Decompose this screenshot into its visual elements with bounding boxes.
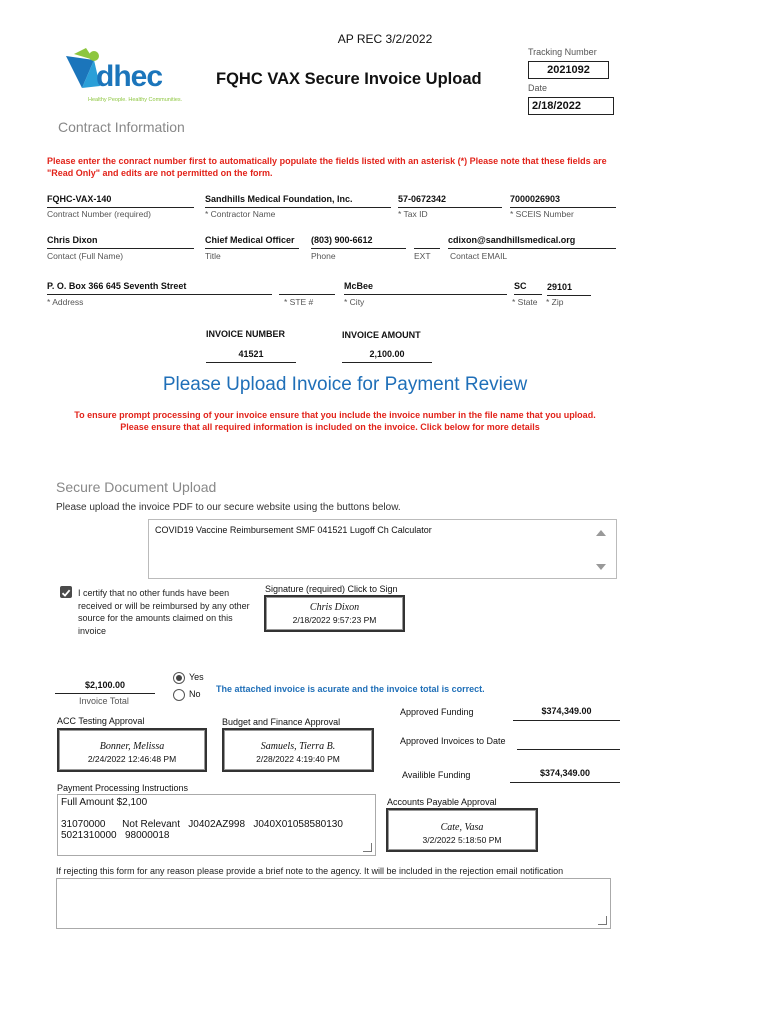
acc-approver-name: Bonner, Melissa bbox=[99, 741, 165, 752]
signature-label: Signature (required) Click to Sign bbox=[265, 584, 398, 594]
uploaded-file-name[interactable]: COVID19 Vaccine Reimbursement SMF 041521 Lugoff Ch Calculator bbox=[155, 525, 432, 535]
tracking-number-label: Tracking Number bbox=[528, 47, 597, 57]
accounts-payable-label: Accounts Payable Approval bbox=[387, 797, 497, 807]
upload-notice-line2: Please ensure that all required information is included on the invoice. Click below for more details bbox=[120, 422, 540, 432]
tracking-number-field[interactable]: 2021092 bbox=[528, 61, 609, 79]
sceis-number-field: 7000026903 bbox=[510, 194, 616, 208]
contract-number-label: Contract Number (required) bbox=[47, 209, 151, 219]
payment-line-1: Full Amount $2,100 bbox=[61, 797, 148, 808]
budget-approval-label: Budget and Finance Approval bbox=[222, 717, 341, 727]
signature-date: 2/18/2022 9:57:23 PM bbox=[292, 615, 377, 625]
city-field: McBee bbox=[344, 281, 507, 295]
no-label: No bbox=[189, 689, 201, 699]
upload-notice-line1: To ensure prompt processing of your invoice ensure that you include the invoice number in the file name that you upload. bbox=[74, 410, 596, 420]
uploaded-files-list[interactable] bbox=[148, 519, 617, 579]
budget-approver-name: Samuels, Tierra B. bbox=[260, 741, 336, 752]
city-label: * City bbox=[344, 297, 365, 307]
no-radio[interactable] bbox=[173, 689, 185, 701]
payment-line-2: 31070000 Not Relevant J0402AZ998 J040X01058580130 bbox=[61, 819, 343, 830]
ext-field[interactable] bbox=[414, 235, 440, 249]
contractor-name-field: Sandhills Medical Foundation, Inc. bbox=[205, 194, 391, 208]
phone-label: Phone bbox=[311, 251, 336, 261]
certify-text: I certify that no other funds have been received or will be reimbursed by any other source for the amounts claimed on this invoice bbox=[78, 588, 250, 636]
scroll-down-icon[interactable] bbox=[596, 564, 606, 570]
available-funding-label: Availible Funding bbox=[402, 770, 471, 780]
available-funding-field[interactable]: $374,349.00 bbox=[510, 768, 620, 783]
rejection-note-field[interactable] bbox=[56, 878, 611, 929]
certify-checkbox[interactable] bbox=[60, 586, 72, 598]
page-title: FQHC VAX Secure Invoice Upload bbox=[216, 70, 482, 88]
ste-label: * STE # bbox=[284, 297, 314, 307]
tax-id-field: 57-0672342 bbox=[398, 194, 502, 208]
zip-label: * Zip bbox=[546, 297, 564, 307]
payment-instructions-field[interactable] bbox=[57, 794, 376, 856]
date-label: Date bbox=[528, 83, 548, 93]
budget-approval-date: 2/28/2022 4:19:40 PM bbox=[256, 754, 340, 764]
payment-line-3: 5021310000 98000018 bbox=[61, 830, 170, 841]
invoice-amount-field[interactable]: 2,100.00 bbox=[342, 349, 432, 363]
invoice-total-field[interactable]: $2,100.00 bbox=[55, 680, 155, 694]
contact-email-field[interactable]: cdixon@sandhillsmedical.org bbox=[448, 235, 616, 249]
dhec-logo bbox=[60, 46, 198, 110]
upload-heading: Please Upload Invoice for Payment Review bbox=[162, 374, 528, 395]
scroll-up-icon[interactable] bbox=[596, 530, 606, 536]
zip-field: 29101 bbox=[547, 282, 591, 296]
resize-handle-icon[interactable] bbox=[363, 843, 372, 852]
resize-handle-icon[interactable] bbox=[598, 916, 607, 925]
invoice-amount-label: INVOICE AMOUNT bbox=[342, 330, 421, 340]
received-stamp: AP REC 3/2/2022 bbox=[337, 32, 433, 46]
contact-email-label: Contact EMAIL bbox=[450, 251, 508, 261]
secure-upload-heading: Secure Document Upload bbox=[56, 479, 217, 495]
logo-tagline: Healthy People. Healthy Communities. bbox=[88, 97, 183, 103]
contract-information-heading: Contract Information bbox=[58, 119, 185, 135]
acc-approval-label: ACC Testing Approval bbox=[57, 716, 145, 726]
contact-name-label: Contact (Full Name) bbox=[47, 251, 124, 261]
address-label: * Address bbox=[47, 297, 84, 307]
payment-instructions-label: Payment Processing Instructions bbox=[57, 783, 189, 793]
contract-number-field[interactable]: FQHC-VAX-140 bbox=[47, 194, 194, 208]
title-label: Title bbox=[205, 251, 221, 261]
rejection-note-label: If rejecting this form for any reason please provide a brief note to the agency. It will be included in the rejection email notification bbox=[56, 866, 564, 876]
yes-label: Yes bbox=[189, 672, 204, 682]
ste-field bbox=[279, 281, 335, 295]
invoice-accuracy-statement: The attached invoice is acurate and the invoice total is correct. bbox=[216, 684, 485, 694]
ext-label: EXT bbox=[414, 251, 431, 261]
phone-field[interactable]: (803) 900-6612 bbox=[311, 235, 406, 249]
sceis-number-label: * SCEIS Number bbox=[510, 209, 574, 219]
logo-wordmark: dhec bbox=[96, 60, 163, 93]
signature-name: Chris Dixon bbox=[309, 602, 360, 613]
contractor-name-label: * Contractor Name bbox=[205, 209, 276, 219]
secure-upload-instructions: Please upload the invoice PDF to our secure website using the buttons below. bbox=[56, 502, 401, 513]
acc-approval-signature[interactable] bbox=[57, 728, 207, 772]
acc-approval-date: 2/24/2022 12:46:48 PM bbox=[87, 754, 177, 764]
invoice-number-field[interactable]: 41521 bbox=[206, 349, 296, 363]
state-field: SC bbox=[514, 281, 542, 295]
approved-funding-label: Approved Funding bbox=[400, 707, 474, 717]
invoice-number-label: INVOICE NUMBER bbox=[206, 329, 286, 339]
date-field[interactable]: 2/18/2022 bbox=[528, 97, 614, 115]
ap-approval-date: 3/2/2022 5:18:50 PM bbox=[422, 835, 502, 845]
title-field[interactable]: Chief Medical Officer bbox=[205, 235, 299, 249]
approved-invoices-field[interactable] bbox=[517, 735, 620, 750]
approved-funding-field[interactable]: $374,349.00 bbox=[513, 706, 620, 721]
accounts-payable-signature[interactable] bbox=[386, 808, 538, 852]
state-label: * State bbox=[512, 297, 538, 307]
ap-approver-name: Cate, Vasa bbox=[440, 822, 484, 833]
invoice-total-label: Invoice Total bbox=[79, 696, 129, 706]
checkmark-icon bbox=[60, 587, 72, 599]
yes-radio[interactable] bbox=[173, 672, 185, 684]
approved-invoices-label: Approved Invoices to Date bbox=[400, 736, 506, 746]
contract-notice: Please enter the conract number first to automatically populate the fields listed with an asterisk (*) Please note that these fields are "Read Only" and edits are not permitted on the form. bbox=[47, 156, 607, 178]
address-field: P. O. Box 366 645 Seventh Street bbox=[47, 281, 272, 295]
contractor-signature-field[interactable] bbox=[264, 595, 405, 632]
tax-id-label: * Tax ID bbox=[398, 209, 428, 219]
contact-name-field[interactable]: Chris Dixon bbox=[47, 235, 194, 249]
budget-approval-signature[interactable] bbox=[222, 728, 374, 772]
